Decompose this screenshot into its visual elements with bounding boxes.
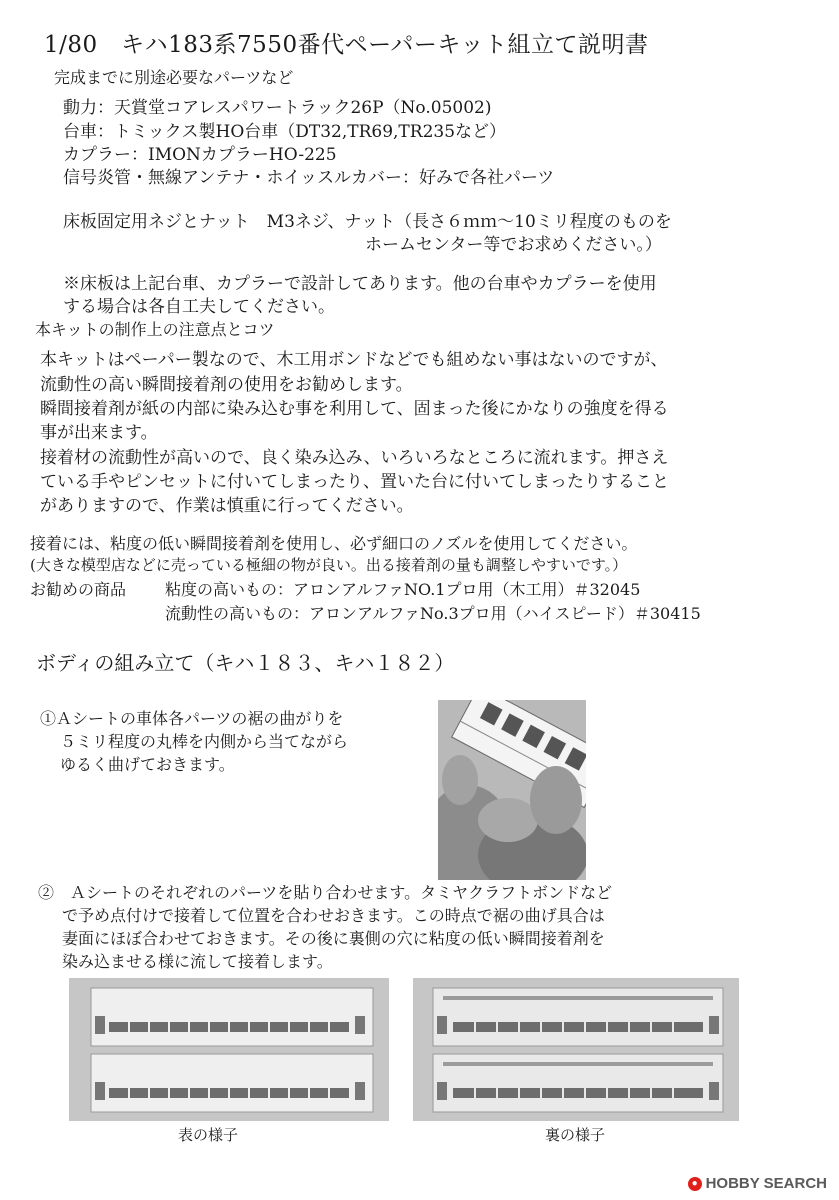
step1-line: ゆるく曲げておきます。 (60, 755, 235, 774)
tips-line: 事が出来ます。 (40, 423, 158, 443)
adhesive-line-1: 接着には、粘度の低い瞬間接着剤を使用し、必ず細口のノズルを使用してください。 (30, 534, 638, 553)
step2-line: 妻面にほぼ合わせておきます。その後に裏側の穴に粘度の低い瞬間接着剤を (62, 929, 605, 948)
parts-item-bogie: 台車：トミックス製HO台車（DT32,TR69,TR235など） (63, 122, 507, 142)
tips-line: ている手やピンセットに付いてしまったり、置いた台に付いてしまったりすること (40, 472, 669, 492)
watermark-text: HOBBY SEARCH (705, 1175, 827, 1192)
caption-front: 表の様子 (178, 1126, 239, 1144)
tips-heading: 本キットの制作上の注意点とコツ (35, 320, 275, 339)
tips-line: 本キットはペーパー製なので、木工用ボンドなどでも組めない事はないのですが、 (40, 350, 668, 370)
step2-line: 染み込ませる様に流して接着します。 (62, 952, 333, 971)
bending-photo-graphic (438, 700, 586, 880)
tips-line: 瞬間接着剤が紙の内部に染み込む事を利用して、固まった後にかなりの強度を得る (40, 399, 669, 419)
recommend-item-2: 流動性の高いもの：アロンアルファNo.3プロ用（ハイスピード）＃30415 (165, 604, 701, 623)
tips-line: 流動性の高い瞬間接着剤の使用をお勧めします。 (40, 375, 413, 395)
step2-line: で予め点付けで接着して位置を合わせおきます。この時点で裾の曲げ具合は (62, 906, 605, 925)
recommend-label: お勧めの商品 (30, 580, 127, 599)
photo-back-side (413, 978, 739, 1121)
photo-front-side (69, 978, 389, 1121)
hobby-search-logo-icon: ● (688, 1177, 702, 1191)
parts-item-power: 動力：天賞堂コアレスパワートラック26P（No.05002) (63, 98, 492, 118)
page-title: 1/80 キハ183系7550番代ペーパーキット組立て説明書 (44, 32, 649, 58)
back-side-graphic (413, 978, 739, 1121)
caption-back: 裏の様子 (545, 1126, 606, 1144)
step1-line: ５ミリ程度の丸棒を内側から当てながら (60, 732, 349, 751)
adhesive-line-2: (大きな模型店などに売っている極細の物が良い。出る接着剤の量も調整しやすいです。） (30, 556, 628, 574)
tips-line: 接着材の流動性が高いので、良く染み込み、いろいろなところに流れます。押さえ (40, 448, 669, 468)
tips-line: がありますので、作業は慎重に行ってください。 (40, 496, 414, 516)
step1-line: ①Ａシートの車体各パーツの裾の曲がりを (40, 709, 344, 728)
photo-bending-body (438, 700, 586, 880)
step2-line: ② Ａシートのそれぞれのパーツを貼り合わせます。タミヤクラフトボンドなど (38, 883, 613, 902)
floor-note-line-1: ※床板は上記台車、カプラーで設計してあります。他の台車やカプラーを使用 (63, 274, 657, 294)
recommend-item-1: 粘度の高いもの：アロンアルファNO.1プロ用（木工用）＃32045 (165, 580, 641, 599)
screw-line-2: ホームセンター等でお求めください。） (365, 235, 662, 255)
parts-heading: 完成までに別途必要なパーツなど (54, 68, 294, 87)
front-side-graphic (69, 978, 389, 1121)
parts-item-details: 信号炎管・無線アンテナ・ホイッスルカバー：好みで各社パーツ (63, 168, 555, 188)
floor-note-line-2: する場合は各自工夫してください。 (63, 297, 335, 317)
parts-item-coupler: カプラー：IMONカプラーHO-225 (63, 145, 337, 165)
body-assembly-heading: ボディの組み立て（キハ１８３、キハ１８２） (36, 651, 455, 675)
screw-line-1: 床板固定用ネジとナット M3ネジ、ナット（長さ６ｍｍ～10ミリ程度のものを (63, 212, 672, 232)
watermark (688, 1175, 827, 1192)
